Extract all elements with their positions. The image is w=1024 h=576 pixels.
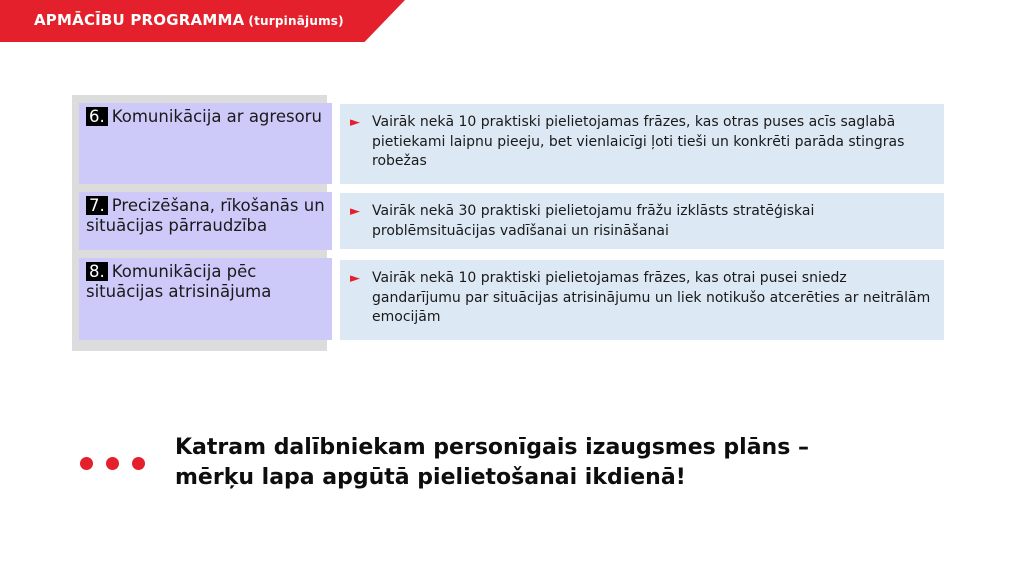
triangle-bullet-icon: ► bbox=[350, 271, 360, 286]
footer-line-1: Katram dalībniekam personīgais izaugsmes plāns – bbox=[175, 435, 809, 460]
dot-icon bbox=[106, 457, 119, 470]
description-cell-8 bbox=[340, 260, 944, 340]
footer-line-2: mērķu lapa apgūtā pielietošanai ikdienā! bbox=[175, 465, 686, 490]
description-text: Vairāk nekā 30 praktiski pielietojamu frāžu izklāsts stratēģiskai problēmsituācijas vadīšanai un risināšanai bbox=[372, 203, 815, 239]
triangle-bullet-icon: ► bbox=[350, 204, 360, 219]
description-text: Vairāk nekā 10 praktiski pielietojamas frāzes, kas otrai pusei sniedz gandarījumu par situācijas atrisinājumu un liek notikušo atcerēties ar neitrālām emocijām bbox=[372, 270, 931, 325]
triangle-bullet-icon: ► bbox=[350, 115, 360, 130]
description-cell-6 bbox=[340, 104, 944, 184]
footer-statement bbox=[175, 433, 975, 493]
dot-icon bbox=[132, 457, 145, 470]
topic-label: Komunikācija ar agresoru bbox=[111, 107, 322, 126]
description-text: Vairāk nekā 10 praktiski pielietojamas frāzes, kas otras puses acīs saglabā pietiekami laipnu pieeju, bet vienlaicīgi ļoti tieši un konkrēti parāda stingras robežas bbox=[372, 114, 905, 169]
topic-cell-8 bbox=[79, 258, 332, 340]
topic-cell-6 bbox=[79, 103, 332, 184]
topic-cell-7 bbox=[79, 192, 332, 250]
topic-number: 7. bbox=[86, 196, 108, 215]
topic-number: 6. bbox=[86, 107, 108, 126]
slide-title bbox=[34, 11, 344, 29]
slide-title-main: APMĀCĪBU PROGRAMMA bbox=[34, 11, 245, 29]
dot-icon bbox=[80, 457, 93, 470]
slide-title-subtitle: (turpinājums) bbox=[248, 14, 344, 28]
description-cell-7 bbox=[340, 193, 944, 249]
topic-label: Komunikācija pēc situācijas atrisinājuma bbox=[86, 262, 272, 301]
topic-label: Precizēšana, rīkošanās un situācijas pārraudzība bbox=[86, 196, 325, 235]
topic-number: 8. bbox=[86, 262, 108, 281]
